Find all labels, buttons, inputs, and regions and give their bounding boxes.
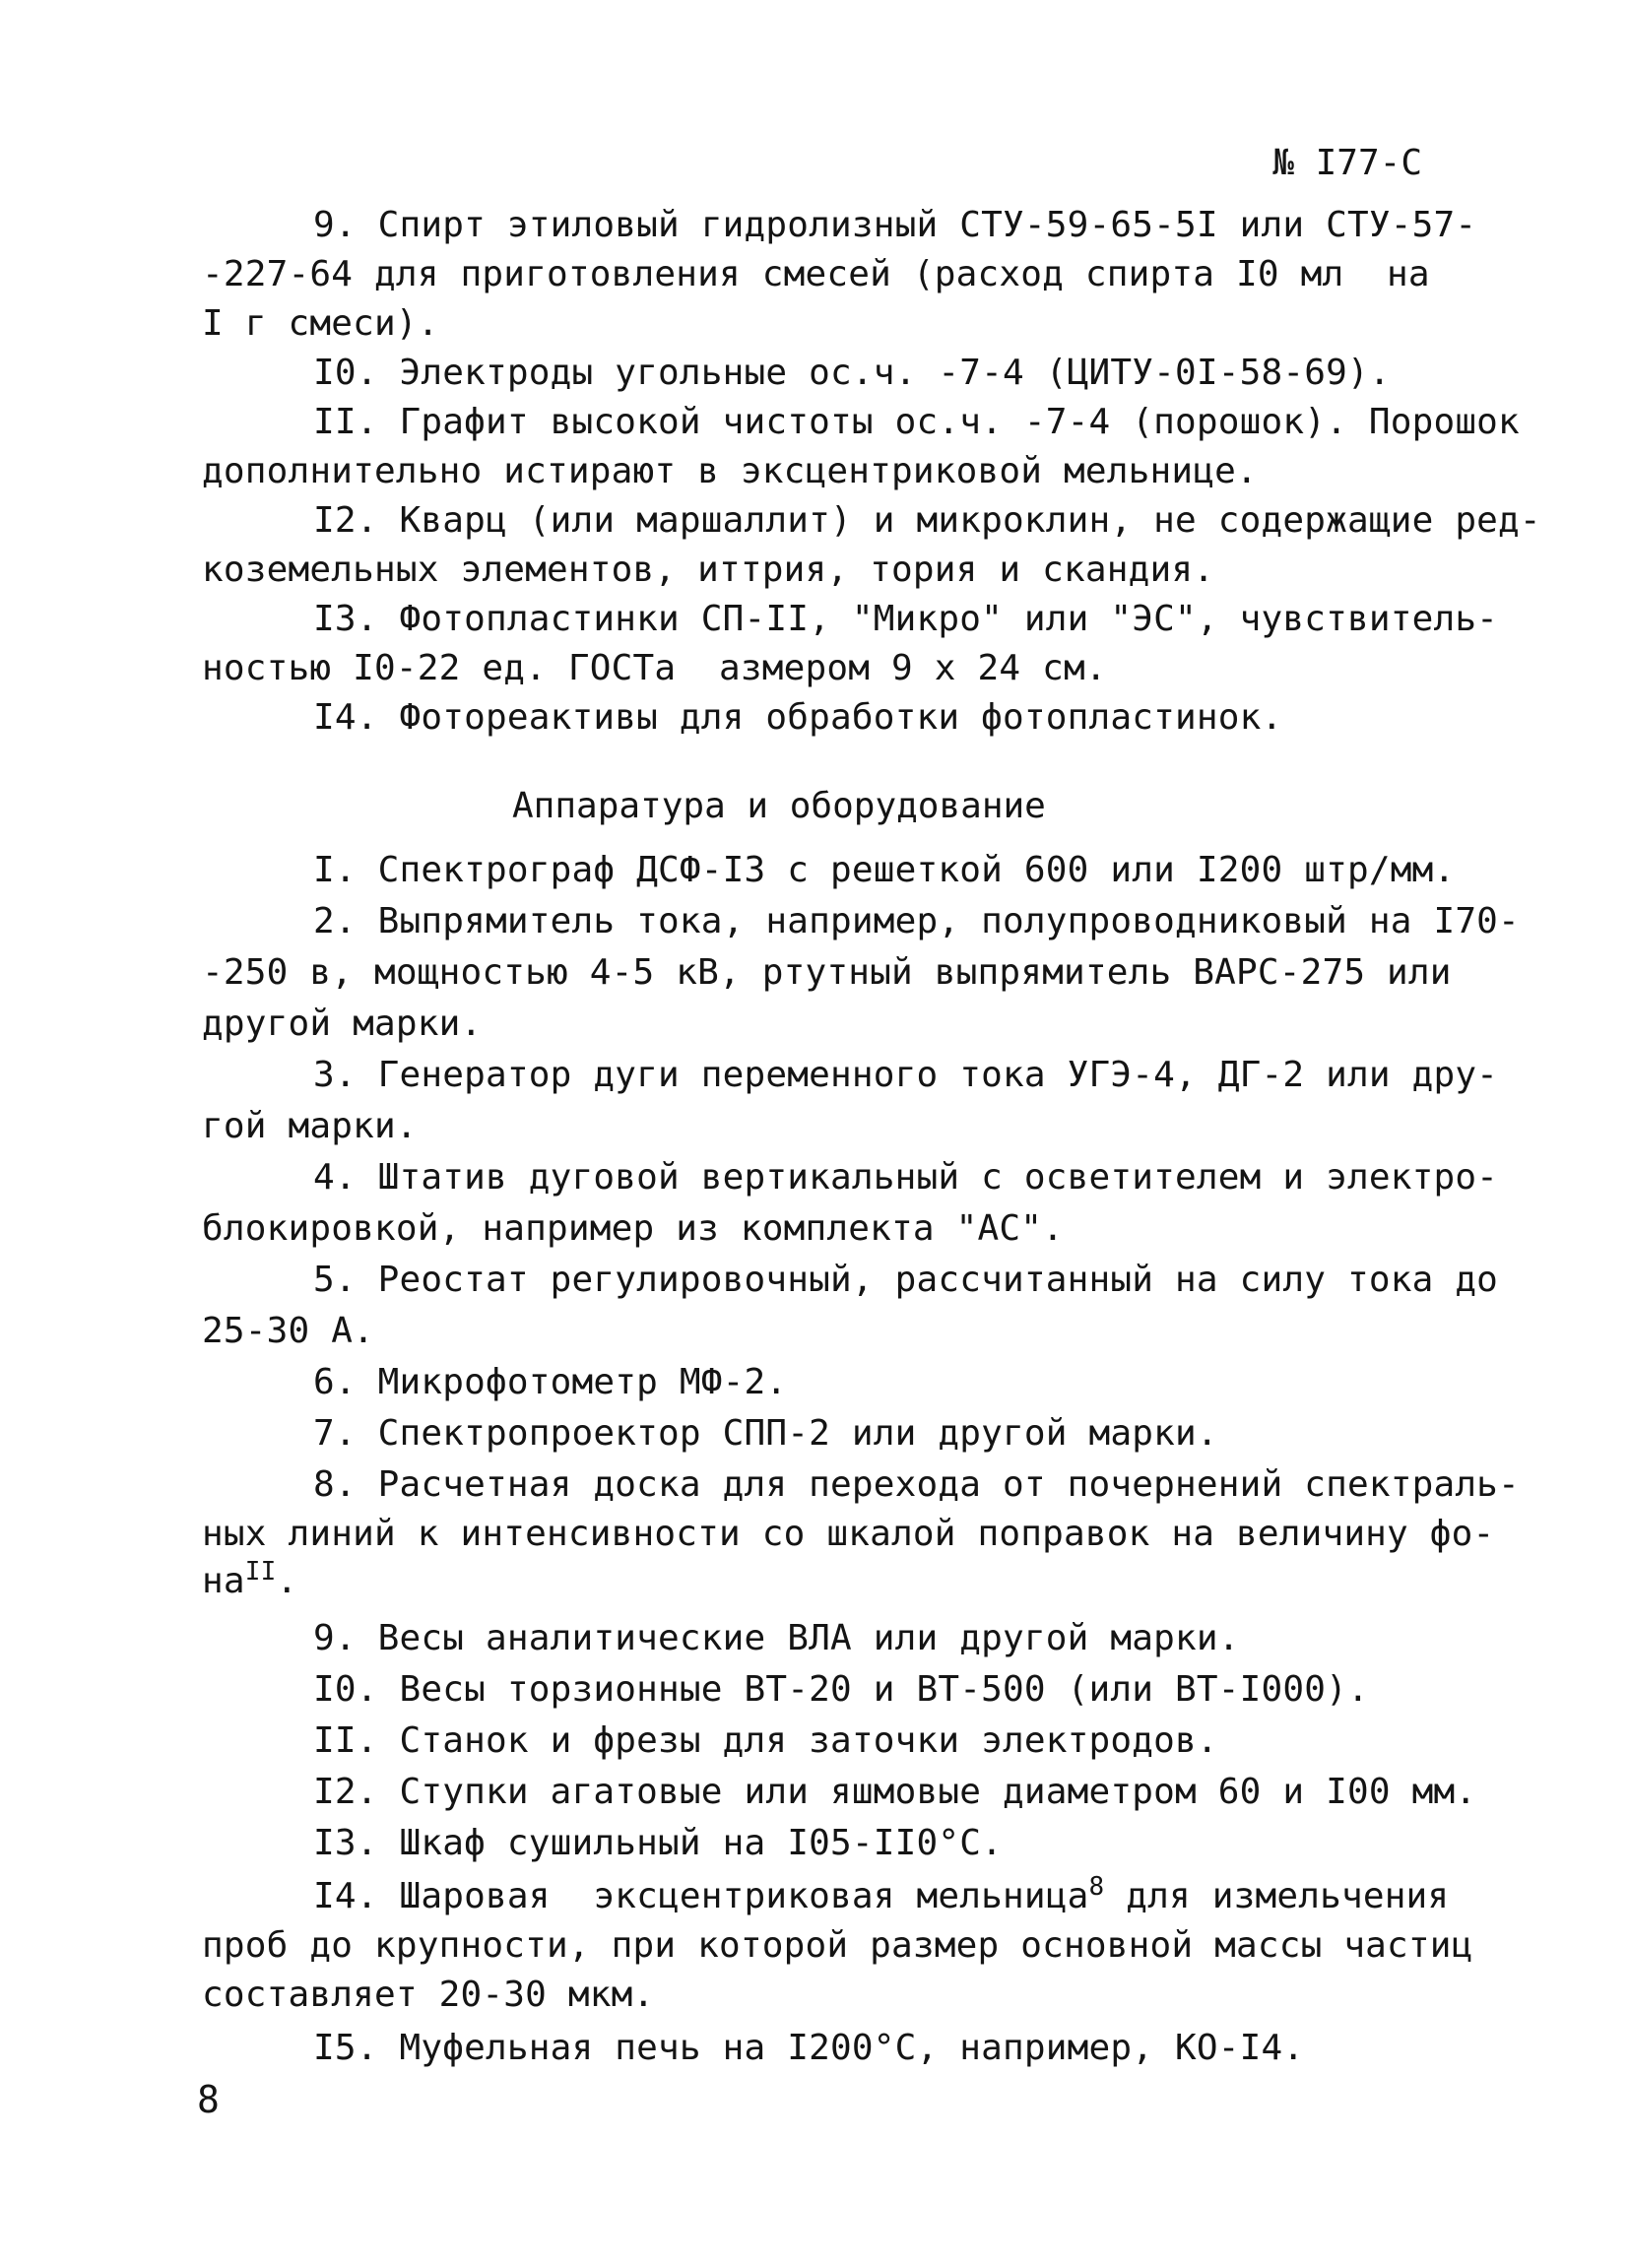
line-text: .: [276, 1561, 298, 1601]
list-item-line: [313, 1873, 1449, 1920]
line-text: на: [202, 1561, 245, 1601]
list-item-line: I2. Кварц (или маршаллит) и микроклин, не содержащие ред-: [313, 500, 1541, 541]
list-item-line: -250 в, мощностью 4-5 кВ, ртутный выпрямитель ВАРС-275 или: [202, 952, 1452, 993]
list-item-line: проб до крупности, при которой размер основной массы частиц: [202, 1925, 1473, 1966]
list-item-line: I г смеси).: [202, 303, 439, 344]
line-text: I4. Шаровая эксцентриковая мельница: [313, 1876, 1089, 1916]
list-item-line: 2. Выпрямитель тока, например, полупроводниковый на I70-: [313, 901, 1520, 941]
footnote-ref: 8: [1088, 1872, 1105, 1902]
list-item-line: I3. Шкаф сушильный на I05-II0°С.: [313, 1823, 1003, 1863]
list-item-line: ностью I0-22 ед. ГОСТа азмером 9 х 24 см.: [202, 648, 1107, 688]
list-item-line: I. Спектрограф ДСФ-I3 с решеткой 600 или I200 штр/мм.: [313, 850, 1456, 890]
list-item-line: 8. Расчетная доска для перехода от почернений спектраль-: [313, 1464, 1520, 1505]
list-item-line: I2. Ступки агатовые или яшмовые диаметром 60 и I00 мм.: [313, 1772, 1477, 1812]
list-item-line: I0. Весы торзионные ВТ-20 и ВТ-500 (или ВТ-I000).: [313, 1669, 1369, 1710]
list-item-line: 4. Штатив дуговой вертикальный с осветителем и электро-: [313, 1157, 1499, 1198]
page-number: 8: [197, 2078, 220, 2121]
list-item-line: [202, 1558, 297, 1605]
list-item-line: I4. Фотореактивы для обработки фотопластинок.: [313, 697, 1283, 738]
list-item-line: II. Графит высокой чистоты ос.ч. -7-4 (порошок). Порошок: [313, 402, 1520, 442]
list-item-line: дополнительно истирают в эксцентриковой мельнице.: [202, 451, 1258, 491]
line-text: для измельчения: [1104, 1876, 1450, 1916]
section-heading: Аппаратура и оборудование: [512, 786, 1046, 826]
list-item-line: 7. Спектропроектор СПП-2 или другой марки.: [313, 1413, 1218, 1454]
list-item-line: другой марки.: [202, 1004, 483, 1044]
list-item-line: 9. Спирт этиловый гидролизный СТУ-59-65-5I или СТУ-57-: [313, 205, 1477, 245]
list-item-line: 6. Микрофотометр МФ-2.: [313, 1362, 788, 1402]
list-item-line: составляет 20-30 мкм.: [202, 1975, 655, 2015]
list-item-line: -227-64 для приготовления смесей (расход спирта I0 мл на: [202, 254, 1430, 294]
list-item-line: 25-30 А.: [202, 1311, 374, 1351]
list-item-line: 9. Весы аналитические ВЛА или другой марки.: [313, 1618, 1240, 1658]
list-item-line: ных линий к интенсивности со шкалой поправок на величину фо-: [202, 1514, 1495, 1554]
document-number: № I77-С: [1272, 143, 1422, 183]
list-item-line: 3. Генератор дуги переменного тока УГЭ-4, ДГ-2 или дру-: [313, 1055, 1499, 1095]
list-item-line: I0. Электроды угольные ос.ч. -7-4 (ЦИТУ-0I-58-69).: [313, 353, 1391, 393]
footnote-ref: II: [244, 1557, 277, 1587]
list-item-line: II. Станок и фрезы для заточки электродов.: [313, 1720, 1218, 1761]
list-item-line: I5. Муфельная печь на I200°С, например, КО-I4.: [313, 2028, 1305, 2068]
list-item-line: 5. Реостат регулировочный, рассчитанный на силу тока до: [313, 1260, 1499, 1300]
list-item-line: I3. Фотопластинки СП-II, "Микро" или "ЭС", чувствитель-: [313, 599, 1499, 639]
list-item-line: коземельных элементов, иттрия, тория и скандия.: [202, 550, 1215, 590]
list-item-line: блокировкой, например из комплекта "АС".: [202, 1208, 1064, 1249]
list-item-line: гой марки.: [202, 1106, 418, 1146]
